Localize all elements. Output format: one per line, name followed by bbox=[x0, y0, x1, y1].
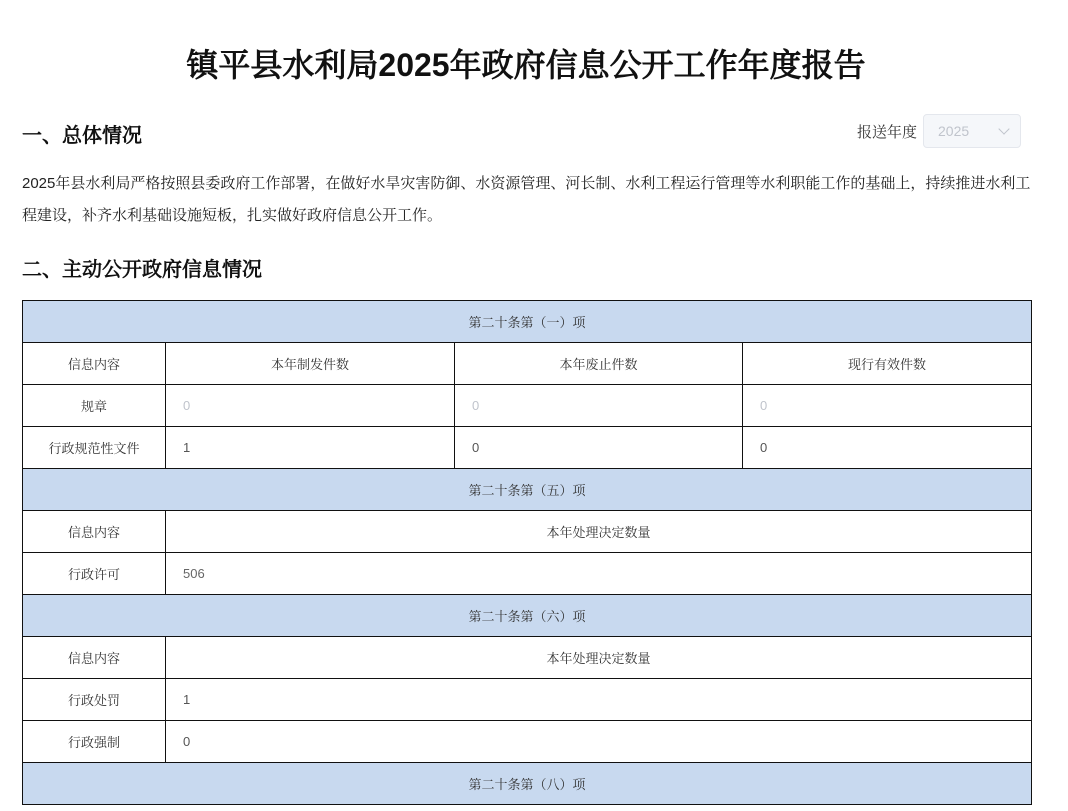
row-label: 行政处罚 bbox=[23, 679, 166, 721]
row-label: 行政规范性文件 bbox=[23, 427, 166, 469]
value-cell: 0 bbox=[455, 427, 743, 469]
section-heading-proactive-disclosure: 二、主动公开政府信息情况 bbox=[22, 259, 262, 281]
value-cell: 0 bbox=[743, 427, 1032, 469]
group-title: 第二十条第（八）项 bbox=[23, 763, 1032, 805]
table-header-row bbox=[23, 343, 1032, 385]
value-cell: 0 bbox=[743, 385, 1032, 427]
column-header: 现行有效件数 bbox=[743, 343, 1032, 385]
table-row bbox=[23, 679, 1032, 721]
table-group-header bbox=[23, 301, 1032, 343]
table-row bbox=[23, 721, 1032, 763]
chevron-down-icon bbox=[998, 123, 1009, 134]
table-group-header bbox=[23, 595, 1032, 637]
column-header: 信息内容 bbox=[23, 511, 166, 553]
value-cell: 0 bbox=[455, 385, 743, 427]
column-header: 本年废止件数 bbox=[455, 343, 743, 385]
column-header: 本年制发件数 bbox=[166, 343, 455, 385]
column-header: 信息内容 bbox=[23, 343, 166, 385]
report-year-picker bbox=[857, 114, 1021, 148]
row-label: 行政强制 bbox=[23, 721, 166, 763]
report-year-select[interactable] bbox=[923, 114, 1021, 148]
table-group-header bbox=[23, 469, 1032, 511]
page-title: 镇平县水利局2025年政府信息公开工作年度报告 bbox=[186, 47, 866, 83]
proactive-disclosure-table bbox=[22, 300, 1032, 805]
table-row bbox=[23, 385, 1032, 427]
column-header: 本年处理决定数量 bbox=[166, 637, 1032, 679]
value-cell: 1 bbox=[166, 679, 1032, 721]
column-header: 信息内容 bbox=[23, 637, 166, 679]
report-year-label: 报送年度 bbox=[857, 123, 918, 141]
group-title: 第二十条第（六）项 bbox=[23, 595, 1032, 637]
value-cell: 506 bbox=[166, 553, 1032, 595]
value-cell: 0 bbox=[166, 385, 455, 427]
report-year-value: 2025 bbox=[938, 123, 970, 139]
table-header-row bbox=[23, 511, 1032, 553]
table-row bbox=[23, 553, 1032, 595]
value-cell: 0 bbox=[166, 721, 1032, 763]
table-row bbox=[23, 427, 1032, 469]
overview-paragraph: 2025年县水利局严格按照县委政府工作部署，在做好水旱灾害防御、水资源管理、河长制、水利工程运行管理等水利职能工作的基础上，持续推进水利工程建设，补齐水利基础设施短板，扎实做好政府信息公开工作。 bbox=[22, 175, 1031, 224]
value-cell: 1 bbox=[166, 427, 455, 469]
row-label: 规章 bbox=[23, 385, 166, 427]
table-group-header bbox=[23, 763, 1032, 805]
section-heading-overview: 一、总体情况 bbox=[22, 125, 142, 147]
row-label: 行政许可 bbox=[23, 553, 166, 595]
table-header-row bbox=[23, 637, 1032, 679]
group-title: 第二十条第（五）项 bbox=[23, 469, 1032, 511]
column-header: 本年处理决定数量 bbox=[166, 511, 1032, 553]
group-title: 第二十条第（一）项 bbox=[23, 301, 1032, 343]
